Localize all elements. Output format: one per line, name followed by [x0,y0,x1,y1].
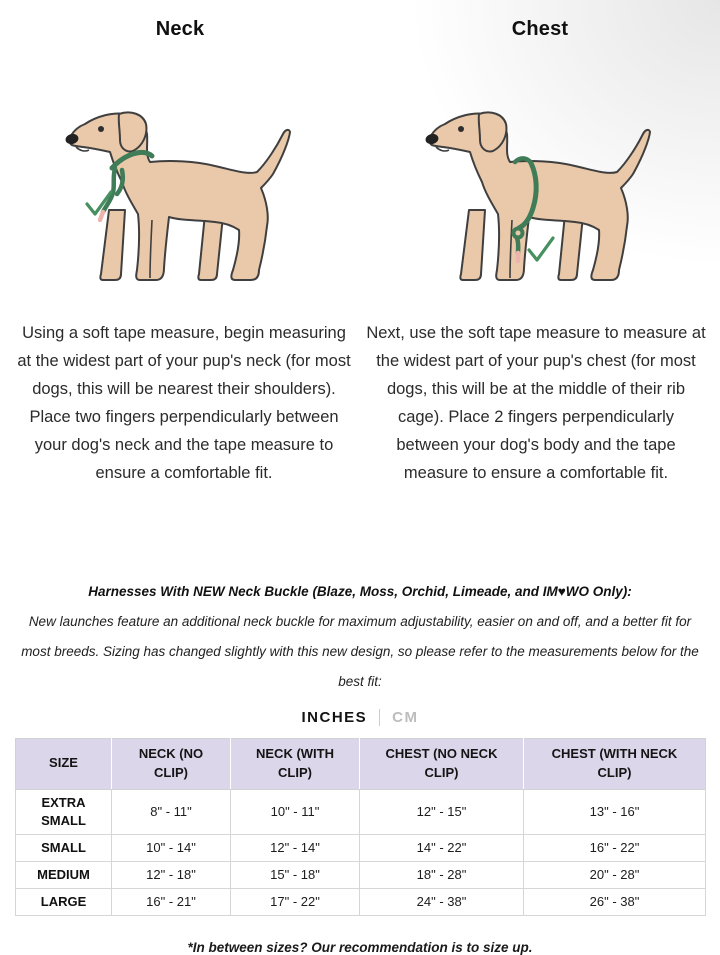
measurement-cell: 10" - 14" [112,834,231,861]
measurement-cell: 16" - 21" [112,888,231,915]
measurement-cell: 8" - 11" [112,789,231,834]
table-row [16,861,706,888]
col-header-size: SIZE [16,739,112,790]
col-header-chest-with-neck-clip: CHEST (WITH NECK CLIP) [524,739,706,790]
unit-cm-button[interactable]: CM [392,709,419,726]
unit-inches-button[interactable]: INCHES [301,709,368,726]
chest-guide-column [360,12,720,548]
chest-instructions: Next, use the soft tape measure to measure at the widest part of your pup's chest (for most dogs, this will be at the middle of their rib cage). Place 2 fingers perpendicularly between your dog's body and the tape measure to ensure a comfortable fit. [366,324,706,482]
measurement-cell: 20" - 28" [524,861,706,888]
measurement-cell: 26" - 38" [524,888,706,915]
dog-neck-measure-illustration [55,90,305,290]
size-label: LARGE [16,888,112,915]
size-label: MEDIUM [16,861,112,888]
measurement-cell: 16" - 22" [524,834,706,861]
measurement-cell: 13" - 16" [524,789,706,834]
size-up-note: *In between sizes? Our recommendation is to size up. [187,939,533,955]
table-header-row [16,739,706,790]
chest-illustration-wrap [415,87,665,293]
measurement-cell: 12" - 14" [231,834,360,861]
col-header-neck-with-clip: NECK (WITH CLIP) [231,739,360,790]
neck-guide-column [0,12,360,548]
check-icon [529,238,553,260]
col-header-chest-no-neck-clip: CHEST (NO NECK CLIP) [360,739,524,790]
measurement-cell: 10" - 11" [231,789,360,834]
neck-illustration-wrap [55,87,305,293]
measurement-cell: 18" - 28" [360,861,524,888]
measurement-cell: 15" - 18" [231,861,360,888]
size-label: SMALL [16,834,112,861]
notice-heading: Harnesses With NEW Neck Buckle (Blaze, Moss, Orchid, Limeade, and IM♥WO Only): [88,584,632,599]
unit-toggle-divider [379,709,380,726]
size-label: EXTRA SMALL [16,789,112,834]
unit-toggle [0,709,720,726]
col-header-neck-no-clip: NECK (NO CLIP) [112,739,231,790]
size-table [15,738,706,916]
dog-illustration [64,112,290,280]
measurement-cell: 12" - 15" [360,789,524,834]
measurement-cell: 14" - 22" [360,834,524,861]
table-row [16,888,706,915]
measurement-cell: 17" - 22" [231,888,360,915]
dog-chest-measure-illustration [415,90,665,290]
table-row [16,834,706,861]
measurement-cell: 12" - 18" [112,861,231,888]
table-row [16,789,706,834]
notice-body: New launches feature an additional neck buckle for maximum adjustability, easier on and off, and a better fit for most breeds. Sizing has changed slightly with this new design, so please refer to the measurements below for the best fit: [21,614,699,689]
chest-section-title: Chest [511,18,569,40]
measurement-cell: 24" - 38" [360,888,524,915]
neck-section-title: Neck [155,18,205,40]
neck-instructions: Using a soft tape measure, begin measuring at the widest part of your pup's neck (for most dogs, this will be nearest their shoulders). Place two fingers perpendicularly between your dog's neck and the tape measure to ensure a comfortable fit. [17,324,351,482]
new-buckle-notice [0,548,720,697]
